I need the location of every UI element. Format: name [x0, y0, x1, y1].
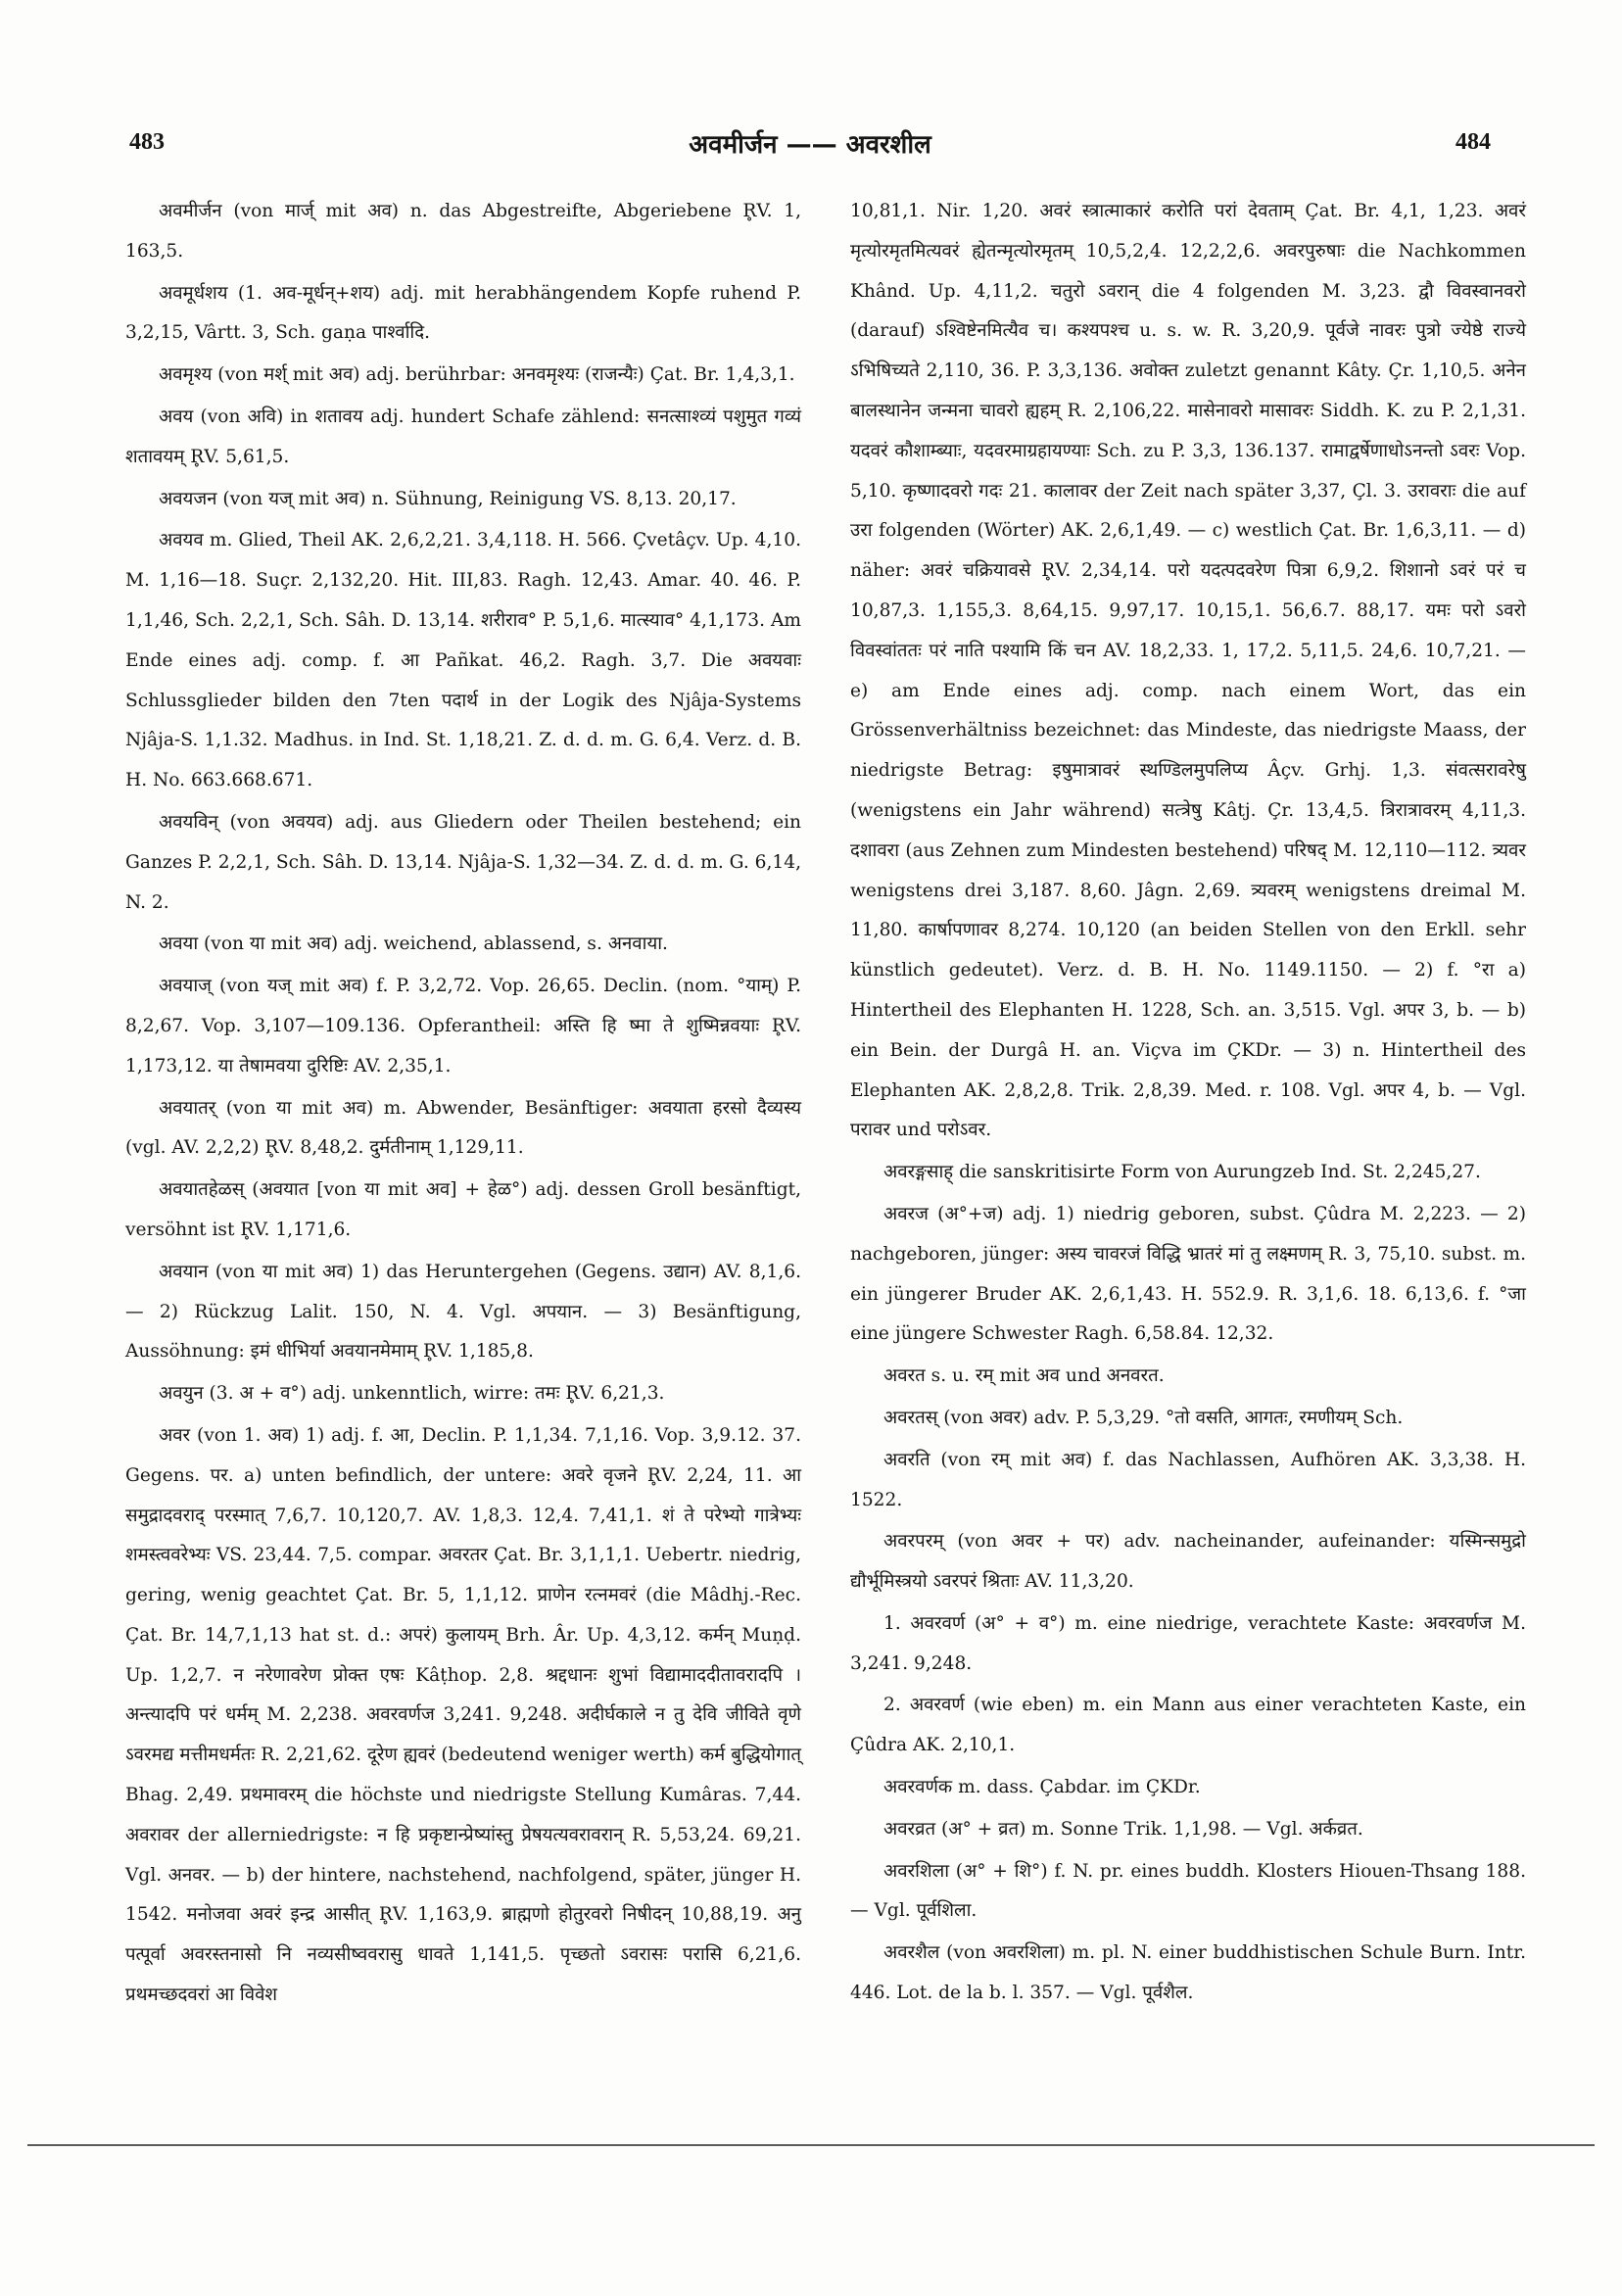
- dictionary-entry: अवमीर्जन (von मार्ज् mit अव) n. das Abgestreifte, Abgeriebene R̥V. 1, 163,5.: [125, 201, 801, 262]
- dictionary-entry: अवर (von 1. अव) 1) adj. f. आ, Declin. P. 1,1,34. 7,1,16. Vop. 3,9.12. 37. Gegens. पर. a) unten befindlich, der untere: अवरे वृजने R̥V. 2,24, 11. आ समुद्रादवराद् परस्मात् 7,6,7. 10,120,7. AV. 1,8,3. 12,4. 7,41,1. शं ते परेभ्यो गात्रेभ्यः शमस्त्ववरेभ्यः VS. 23,44. 7,5. compar. अवरतर Çat. Br. 3,1,1,1. Uebertr. niedrig, gering, wenig geachtet Çat. Br. 5, 1,1,12. प्राणेन रत्नमवरं (die Mâdhj.-Rec. Çat. Br. 14,7,1,13 hat st. d.: अपरं) कुलायम् Brh. Âr. Up. 4,3,12. कर्मन् Muṇḍ. Up. 1,2,7. न नरेणावरेण प्रोक्त एषः Kâṭhop. 2,8. श्रद्दधानः शुभां विद्यामाददीतावरादपि । अन्त्यादपि परं धर्मम् M. 2,238. अवरवर्णज 3,241. 9,248. अदीर्घकाले न तु देवि जीविते वृणे ऽवरमद्य मत्तीमधर्मतः R. 2,21,62. दूरेण ह्यवरं (bedeutend weniger werth) कर्म बुद्धियोगात् Bhag. 2,49. प्रथमावरम् die höchste und niedrigste Stellung Kumâras. 7,44. अवरावर der allerniedrigste: न हि प्रकृष्टान्प्रेष्यांस्तु प्रेषयत्यवरावरान् R. 5,53,24. 69,21. Vgl. अनवर. — b) der hintere, nachstehend, nachfolgend, später, jünger H. 1542. मनोजवा अवरं इन्द्र आसीत् R̥V. 1,163,9. ब्राह्मणो होतुरवरो निषीदन् 10,88,19. अनु पत्पूर्वा अवरस्तनासो नि नव्यसीष्ववरासु धावते 1,141,5. पृच्छतो ऽवरासः परासि 6,21,6. प्रथमच्छदवरां आ विवेश: [125, 1424, 801, 2006]
- dictionary-entry: अवरति (von रम् mit अव) f. das Nachlassen, Aufhören AK. 3,3,38. H. 1522.: [850, 1449, 1526, 1510]
- dictionary-entry: अवया (von या mit अव) adj. weichend, ablassend, s. अनवाया.: [159, 933, 668, 955]
- dictionary-entry: अवयाज् (von यज् mit अव) f. P. 3,2,72. Vop. 26,65. Declin. (nom. °याम्) P. 8,2,67. Vop. 3,107—109.136. Opferantheil: अस्ति हि ष्मा ते शुष्मिन्नवयाः R̥V. 1,173,12. या तेषामवया दुरिष्टिः AV. 2,35,1.: [125, 976, 801, 1076]
- dictionary-entry: अवरशैल (von अवरशिला) m. pl. N. einer buddhistischen Schule Burn. Intr. 446. Lot. de la b. l. 357. — Vgl. पूर्वशैल.: [850, 1942, 1526, 2004]
- dictionary-entry: अवयविन् (von अवयव) adj. aus Gliedern oder Theilen bestehend; ein Ganzes P. 2,2,1, Sch. Sâh. D. 13,14. Njâja-S. 1,32—34. Z. d. d. m. G. 6,14, N. 2.: [125, 811, 801, 913]
- dictionary-entry: 1. अवरवर्ण (अ° + व°) m. eine niedrige, verachtete Kaste: अवरवर्णज M. 3,241. 9,248.: [850, 1612, 1526, 1674]
- dictionary-entry: अवयान (von या mit अव) 1) das Heruntergehen (Gegens. उद्यान) AV. 8,1,6. — 2) Rückzug Lalit. 150, N. 4. Vgl. अपयान. — 3) Besänftigung, Aussöhnung: इमं धीभिर्या अवयानमेमाम् R̥V. 1,185,8.: [125, 1261, 801, 1363]
- dictionary-entry: 2. अवरवर्ण (wie eben) m. ein Mann aus einer verachteten Kaste, ein Çûdra AK. 2,10,1.: [850, 1695, 1526, 1756]
- dictionary-entry: अवय (von अवि) in शतावय adj. hundert Schafe zählend: सनत्साश्व्यं पशुमुत गव्यं शतावयम् R̥V. 5,61,5.: [125, 406, 801, 467]
- dictionary-entry: अवयातहेळस् (अवयात [von या mit अव] + हेळ°) adj. dessen Groll besänftigt, versöhnt ist R̥V. 1,171,6.: [125, 1179, 801, 1240]
- dictionary-entry: अवयजन (von यज् mit अव) n. Sühnung, Reinigung VS. 8,13. 20,17.: [159, 488, 737, 509]
- bottom-rule: [27, 2144, 1595, 2146]
- dictionary-entry: 10,81,1. Nir. 1,20. अवरं स्त्रात्माकारं करोति परां देवताम् Çat. Br. 4,1, 1,23. अवरं मृत्योरमृतमित्यवरं ह्येतन्मृत्योरमृतम् 10,5,2,4. 12,2,2,6. अवरपुरुषाः die Nachkommen Khând. Up. 4,11,2. चतुरो ऽवरान् die 4 folgenden M. 3,23. द्वौ विवस्वानवरो (darauf) ऽश्विष्टेनमित्यैव च। कश्यपश्च u. s. w. R. 3,20,9. पूर्वजे नावरः पुत्रो ज्येष्ठे राज्ये ऽभिषिच्यते 2,110, 36. P. 3,3,136. अवोक्त zuletzt genannt Kâty. Çr. 1,10,5. अनेन बालस्थानेन जन्मना चावरो ह्यहम् R. 2,106,22. मासेनावरो मासावरः Siddh. K. zu P. 2,1,31. यदवरं कौशाम्ब्याः, यदवरमाग्रहायण्याः Sch. zu P. 3,3, 136.137. रामाद्वर्षेणाधोऽनन्तो ऽवरः Vop. 5,10. कृष्णादवरो गदः 21. कालावर der Zeit nach später 3,37, Çl. 3. उरावराः die auf उरा folgenden (Wörter) AK. 2,6,1,49. — c) westlich Çat. Br. 1,6,3,11. — d) näher: अवरं चक्रियावसे R̥V. 2,34,14. परो यदत्पदवरेण पित्रा 6,9,2. शिशानो ऽवरं परं च 10,87,3. 1,155,3. 8,64,15. 9,97,17. 10,15,1. 56,6.7. 88,17. यमः परो ऽवरो विवस्वांततः परं नाति पश्यामि किं चन AV. 18,2,33. 1, 17,2. 5,11,5. 24,6. 10,7,21. — e) am Ende eines adj. comp. nach einem Wort, das ein Grössenverhältniss bezeichnet: das Mindeste, das niedrigste Maass, der niedrigste Betrag: इषुमात्रावरं स्थण्डिलमुपलिप्य Âçv. Grhj. 1,3. संवत्सरावरेषु (wenigstens ein Jahr während) सत्त्रेषु Kâtj. Çr. 13,4,5. त्रिरात्रावरम् 4,11,3. दशावरा (aus Zehnen zum Mindesten bestehend) परिषद् M. 12,110—112. त्र्यवर wenigstens drei 3,187. 8,60. Jâgn. 2,69. त्र्यवरम् wenigstens dreimal M. 11,80. कार्षापणावर 8,274. 10,120 (an beiden Stellen von den Erkll. sehr künstlich gedeutet). Verz. d. B. H. No. 1149.1150. — 2) f. °रा a) Hintertheil des Elephanten H. 1228, Sch. an. 3,515. Vgl. अपर 3, b. — b) ein Bein. der Durgâ H. an. Viçva im ÇKDr. — 3) n. Hintertheil des Elephanten AK. 2,8,2,8. Trik. 2,8,39. Med. r. 108. Vgl. अपर 4, b. — Vgl. परावर und परोऽवर.: [850, 201, 1526, 1141]
- dictionary-entry: अवरतस् (von अवर) adv. P. 5,3,29. °तो वसति, आगतः, रमणीयम् Sch.: [883, 1407, 1404, 1428]
- right-column: [850, 192, 1526, 2016]
- running-head: अवमीर्जन —— अवरशील: [689, 130, 931, 160]
- dictionary-entry: अवयातर् (von या mit अव) m. Abwender, Besänftiger: अवयाता हरसो दैव्यस्य (vgl. AV. 2,2,2) R̥V. 8,48,2. दुर्मतीनाम् 1,129,11.: [125, 1097, 801, 1159]
- dictionary-entry: अवरङ्गसाह् die sanskritisirte Form von Aurungzeb Ind. St. 2,245,27.: [883, 1162, 1481, 1183]
- left-column: [125, 192, 801, 2018]
- dictionary-entry: अवमृश्य (von मर्श् mit अव) adj. berührbar: अनवमृश्यः (राजन्यैः) Çat. Br. 1,4,3,1.: [159, 364, 795, 386]
- page-number-left: 483: [129, 129, 165, 155]
- page-number-right: 484: [1455, 129, 1491, 155]
- dictionary-entry: अवरव्रत (अ° + व्रत) m. Sonne Trik. 1,1,98. — Vgl. अर्कव्रत.: [883, 1818, 1363, 1840]
- dictionary-entry: अवरवर्णक m. dass. Çabdar. im ÇKDr.: [883, 1777, 1201, 1798]
- dictionary-entry: अवयुन (3. अ + व°) adj. unkenntlich, wirre: तमः R̥V. 6,21,3.: [159, 1383, 665, 1405]
- dictionary-entry: अवरपरम् (von अवर + पर) adv. nacheinander, aufeinander: यस्मिन्समुद्रो द्यौर्भूमिस्त्रयो ऽवरपरं श्रिताः AV. 11,3,20.: [850, 1531, 1526, 1593]
- dictionary-entry: अवरशिला (अ° + शि°) f. N. pr. eines buddh. Klosters Hiouen-Thsang 188. — Vgl. पूर्वशिला.: [850, 1860, 1526, 1922]
- dictionary-entry: अवरत s. u. रम् mit अव und अनवरत.: [883, 1365, 1165, 1387]
- dictionary-entry: अवमूर्धशय (1. अव-मूर्धन्+शय) adj. mit herabhängendem Kopfe ruhend P. 3,2,15, Vârtt. 3, Sch. gaṇa पार्श्वादि.: [125, 282, 801, 344]
- page-header: [129, 125, 1491, 174]
- dictionary-entry: अवयव m. Glied, Theil AK. 2,6,2,21. 3,4,118. H. 566. Çvetâçv. Up. 4,10. M. 1,16—18. Suçr. 2,132,20. Hit. III,83. Ragh. 12,43. Amar. 40. 46. P. 1,1,46, Sch. 2,2,1, Sch. Sâh. D. 13,14. शरीराव° P. 5,1,6. मात्स्याव° 4,1,173. Am Ende eines adj. comp. f. आ Pañkat. 46,2. Ragh. 3,7. Die अवयवाः Schlussglieder bilden den 7ten पदार्थ in der Logik des Njâja-Systems Njâja-S. 1,1.32. Madhus. in Ind. St. 1,18,21. Z. d. d. m. G. 6,4. Verz. d. B. H. No. 663.668.671.: [125, 530, 801, 791]
- dictionary-entry: अवरज (अ°+ज) adj. 1) niedrig geboren, subst. Çûdra M. 2,223. — 2) nachgeboren, jünger: अस्य चावरजं विद्धि भ्रातरं मां तु लक्ष्मणम् R. 3, 75,10. subst. m. ein jüngerer Bruder AK. 2,6,1,43. H. 552.9. R. 3,1,6. 18. 6,13,6. f. °जा eine jüngere Schwester Ragh. 6,58.84. 12,32.: [850, 1203, 1526, 1345]
